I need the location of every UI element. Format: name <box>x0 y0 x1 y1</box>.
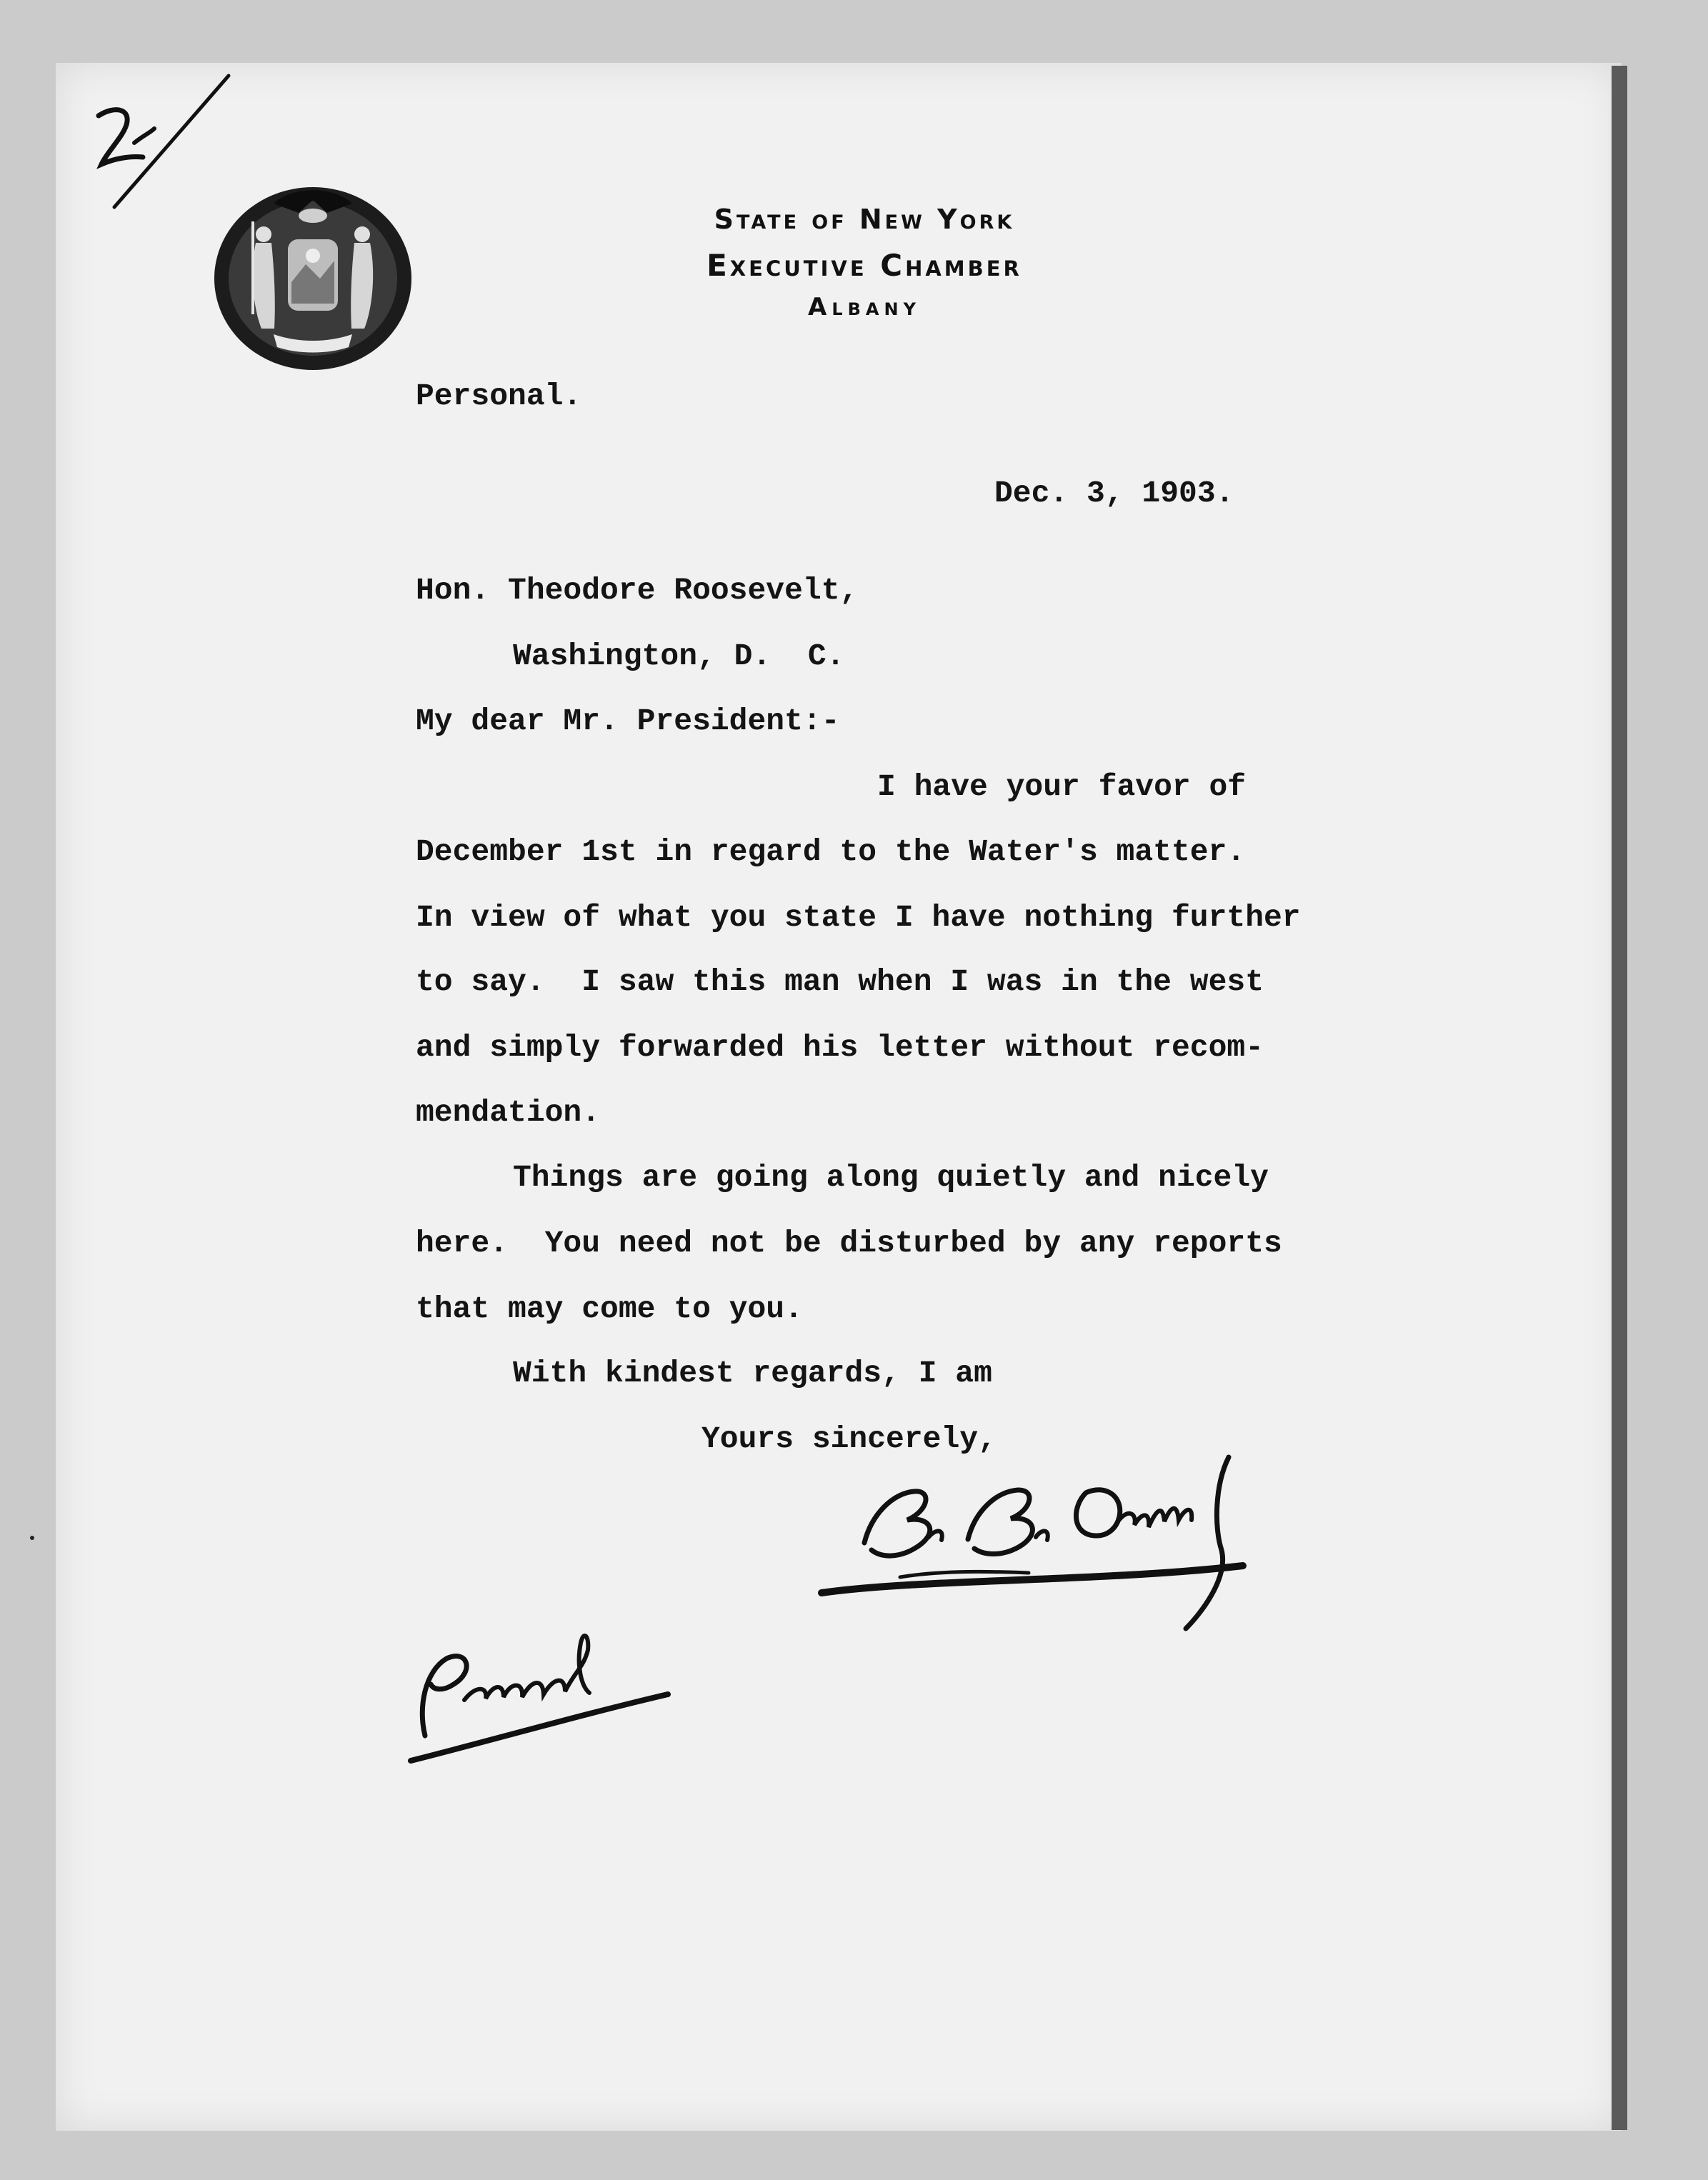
body-line: that may come to you. <box>416 1291 803 1326</box>
perused-annotation-image <box>396 1593 696 1771</box>
body-line: December 1st in regard to the Water's matter. <box>416 834 1246 869</box>
speck <box>30 1536 34 1540</box>
letter-date: Dec. 3, 1903. <box>994 476 1234 511</box>
recipient-name: Hon. Theodore Roosevelt, <box>416 573 859 608</box>
salutation: My dear Mr. President:- <box>416 704 840 739</box>
signature-image <box>814 1436 1386 1643</box>
letterhead-city: Albany <box>808 293 921 321</box>
state-seal-emblem <box>206 171 420 379</box>
letterhead-office: Executive Chamber <box>706 248 1022 283</box>
body-line: In view of what you state I have nothing further <box>416 900 1301 935</box>
closing: Yours sincerely, <box>701 1421 997 1456</box>
body-line: and simply forwarded his letter without recom- <box>416 1030 1264 1065</box>
body-line: to say. I saw this man when I was in the west <box>416 964 1264 999</box>
body-line: With kindest regards, I am <box>513 1356 992 1391</box>
body-line: mendation. <box>416 1095 601 1130</box>
page-edge-shadow <box>1612 66 1627 2130</box>
recipient-location: Washington, D. C. <box>513 639 845 674</box>
body-line: I have your favor of <box>877 769 1247 804</box>
body-line: here. You need not be disturbed by any reports <box>416 1226 1282 1261</box>
classification-label: Personal. <box>416 379 582 414</box>
letterhead-state: State of New York <box>714 204 1015 235</box>
body-line: Things are going along quietly and nicely <box>513 1160 1269 1195</box>
